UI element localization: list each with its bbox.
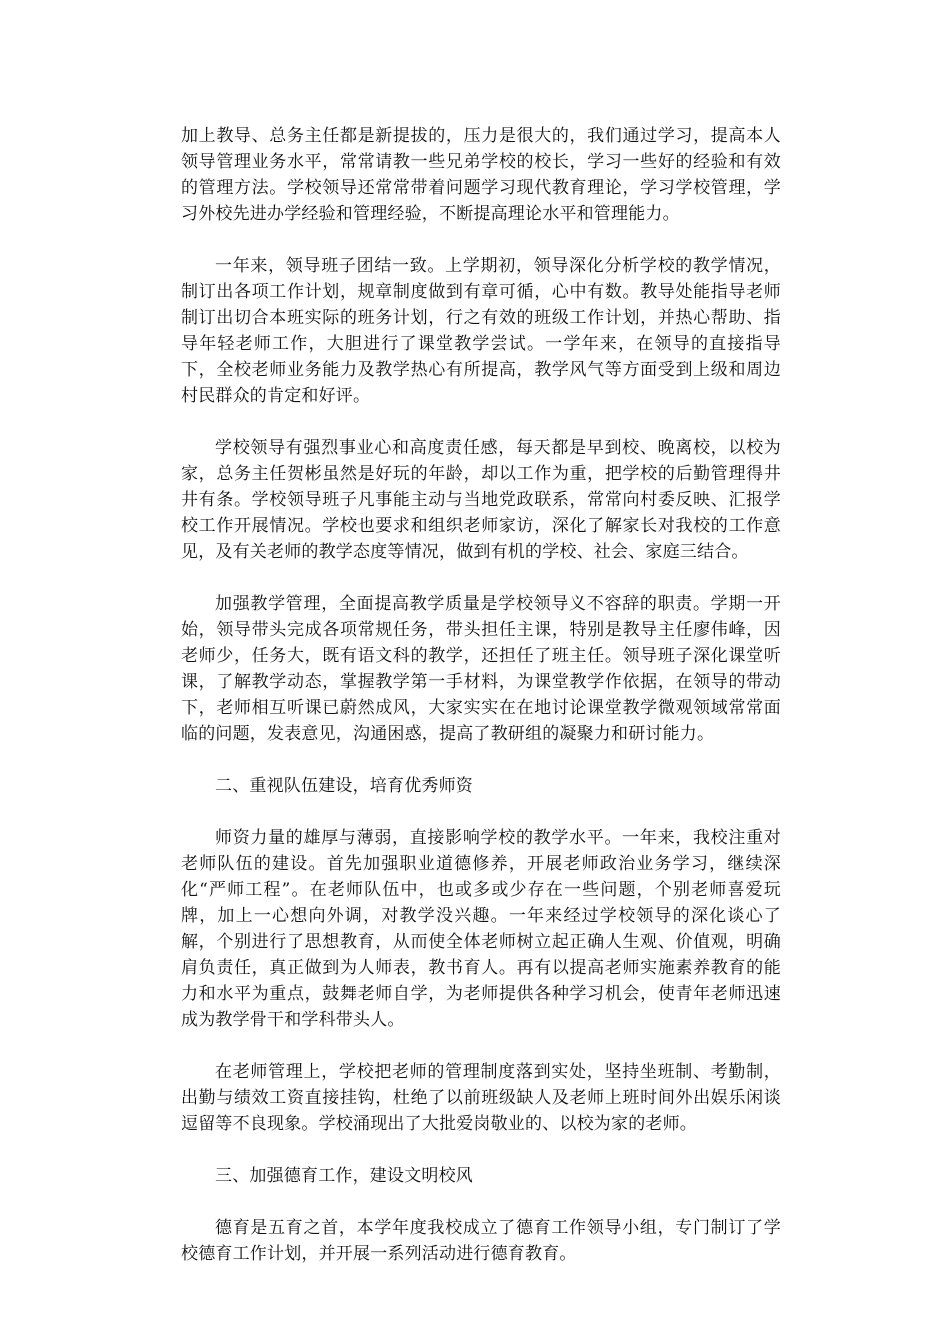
paragraph-1: 加上教导、总务主任都是新提拔的，压力是很大的，我们通过学习，提高本人领导管理业务水平，常常请教一些兄弟学校的校长，学习一些好的经验和有效的管理方法。学校领导还常常带着问题学习现代教育理论，学习学校管理，学习外校先进办学经验和管理经验，不断提高理论水平和管理能力。 bbox=[181, 126, 781, 224]
paragraph-7: 德育是五育之首，本学年度我校成立了德育工作领导小组，专门制订了学校德育工作计划，并开展一系列活动进行德育教育。 bbox=[181, 1218, 781, 1264]
paragraph-4: 加强教学管理，全面提高教学质量是学校领导义不容辞的职责。学期一开始，领导带头完成各项常规任务，带头担任主课，特别是教导主任廖伟峰，因老师少，任务大，既有语文科的教学，还担任了班主任。领导班子深化课堂听课，了解教学动态，掌握教学第一手材料，为课堂教学作依据，在领导的带动下，老师相互听课已蔚然成风，大家实实在在地讨论课堂教学微观领域常常面临的问题，发表意见，沟通困惑，提高了教研组的凝聚力和研讨能力。 bbox=[181, 594, 781, 744]
section-heading-3: 三、加强德育工作，建设文明校风 bbox=[215, 1166, 473, 1186]
paragraph-5: 师资力量的雄厚与薄弱，直接影响学校的教学水平。一年来，我校注重对老师队伍的建设。首先加强职业道德修养，开展老师政治业务学习，继续深化“严师工程”。在老师队伍中，也或多或少存在一些问题，个别老师喜爱玩牌，加上一心想向外调，对教学没兴趣。一年来经过学校领导的深化谈心了解，个别进行了思想教育，从而使全体老师树立起正确人生观、价值观，明确肩负责任，真正做到为人师表，教书育人。再有以提高老师实施素养教育的能力和水平为重点，鼓舞老师自学，为老师提供各种学习机会，使青年老师迅速成为教学骨干和学科带头人。 bbox=[181, 828, 781, 1030]
paragraph-6: 在老师管理上，学校把老师的管理制度落到实处，坚持坐班制、考勤制，出勤与绩效工资直接挂钩，杜绝了以前班级缺人及老师上班时间外出娱乐闲谈逗留等不良现象。学校涌现出了大批爱岗敬业的、以校为家的老师。 bbox=[181, 1062, 781, 1134]
paragraph-2: 一年来，领导班子团结一致。上学期初，领导深化分析学校的教学情况，制订出各项工作计划，规章制度做到有章可循，心中有数。教导处能指导老师制订出切合本班实际的班务计划，行之有效的班级工作计划，并热心帮助、指导年轻老师工作，大胆进行了课堂教学尝试。一学年来，在领导的直接指导下，全校老师业务能力及教学热心有所提高，教学风气等方面受到上级和周边村民群众的肯定和好评。 bbox=[181, 256, 781, 406]
section-heading-2: 二、重视队伍建设，培育优秀师资 bbox=[215, 776, 473, 796]
paragraph-3: 学校领导有强烈事业心和高度责任感，每天都是早到校、晚离校，以校为家，总务主任贺彬虽然是好玩的年龄，却以工作为重，把学校的后勤管理得井井有条。学校领导班子凡事能主动与当地党政联系，常常向村委反映、汇报学校工作开展情况。学校也要求和组织老师家访，深化了解家长对我校的工作意见，及有关老师的教学态度等情况，做到有机的学校、社会、家庭三结合。 bbox=[181, 438, 781, 562]
document-body bbox=[181, 123, 781, 1293]
